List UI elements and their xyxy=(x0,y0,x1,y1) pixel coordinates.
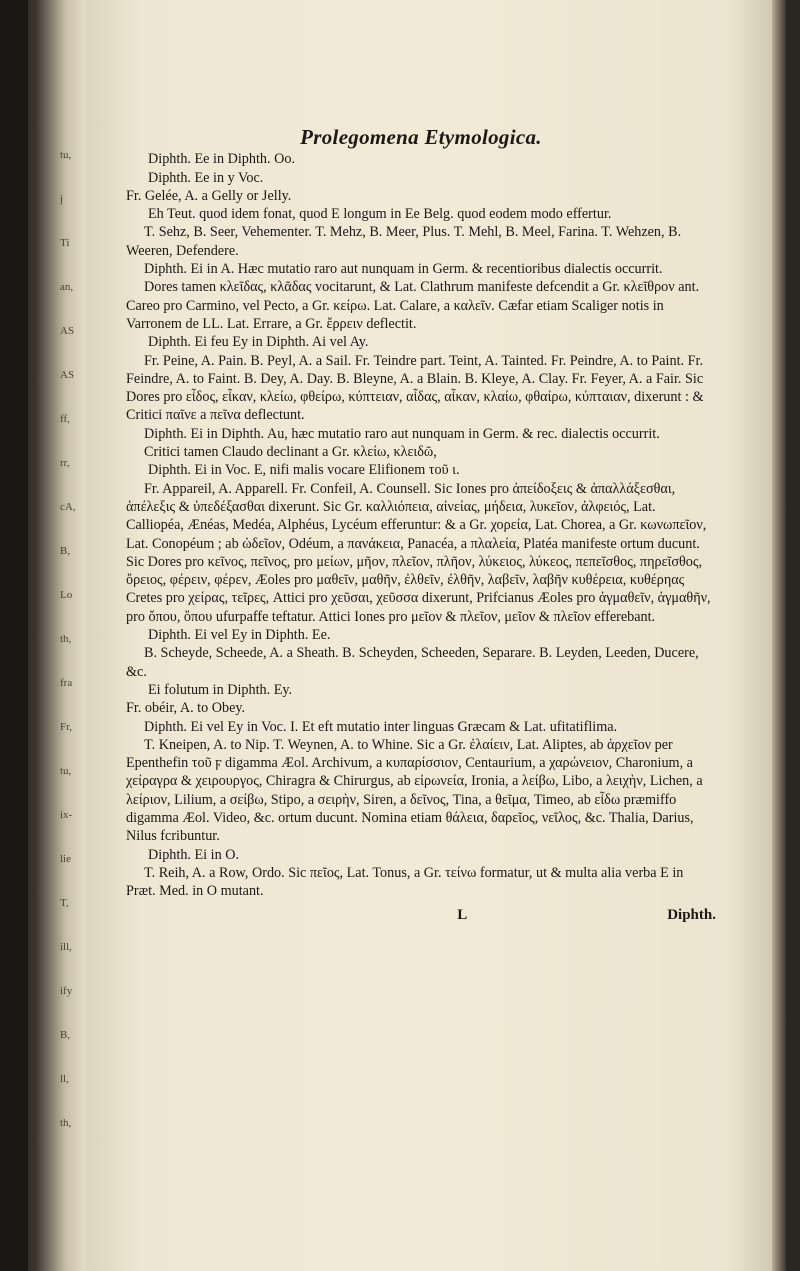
page-footer xyxy=(126,906,716,924)
margin-fragment: B, xyxy=(60,545,71,557)
text-line: T. Kneipen, A. to Nip. T. Weynen, A. to Whine. Sic a Gr. ἐλαίειν, Lat. Aliptes, ab ἀρχεῖον per Epenthefin τοῦ ϝ digamma Æol. Archivum, a κυπαρίσσιον, Centaurium, a χαρώνειον, Charonium, a χείραγρα & χειρουργος, Chiragra & Chirurgus, ab εἰρωνεία, Ironia, a λείβω, Libo, a λειχὴν, Lichen, a λείριον, Lilium, a σείβω, Stipo, a σειρὴν, Siren, a δεῖνος, Tina, a θεῖμα, Timeo, ab εἶδω præmiffo digamma Æol. Video, &c. ortum ducunt. Nomina etiam θάλεια, δαρεῖος, νεῖλος, &c. Thalia, Darius, Nilus fcribuntur. xyxy=(126,736,703,845)
margin-fragment: fra xyxy=(60,677,73,689)
margin-fragment: j xyxy=(60,193,64,205)
text-line: B. Scheyde, Scheede, A. a Sheath. B. Scheyden, Scheeden, Separare. B. Leyden, Leeden, Ducere, &c. xyxy=(126,645,699,680)
signature-mark: L xyxy=(457,907,468,924)
text-line: T. Sehz, B. Seer, Vehementer. T. Mehz, B. Meer, Plus. T. Mehl, B. Meel, Farina. T. Wehzen, B. Weeren, Defendere. xyxy=(126,224,682,259)
heading-line: Ei folutum in Diphth. Ey. xyxy=(148,681,293,698)
margin-fragment: ll, xyxy=(60,1073,69,1085)
margin-fragment: th, xyxy=(60,1117,72,1129)
text-line: Eh Teut. quod idem fonat, quod E longum in Ee Belg. quod eodem modo effertur. xyxy=(148,206,612,223)
heading-line: Diphth. Ei feu Ey in Diphth. Ai vel Ay. xyxy=(148,334,369,351)
heading-line: Diphth. Ei vel Ey in Diphth. Ee. xyxy=(148,627,331,644)
margin-fragment: an, xyxy=(60,281,74,293)
margin-fragment: tu, xyxy=(60,149,72,161)
margin-fragment: Fr, xyxy=(60,721,73,733)
text-line: Fr. Peine, A. Pain. B. Peyl, A. a Sail. Fr. Teindre part. Teint, A. Tainted. Fr. Peindre, A. to Paint. Fr. Feindre, A. to Faint. B. Dey, A. Day. B. Bleyne, A. a Blain. B. Kleye, A. Clay. Fr. Feyer, A. a Fair. Sic Dores pro εἶδος, εἶκαν, κλείω, φθείρω, κύπτειαν, αἶδας, αἶκαν, κλαίω, φθαίρω, κύπταιαν, dixerunt : & Critici παῖνε a πεῖνα deflectunt. xyxy=(126,352,704,424)
heading-line: Diphth. Ei vel Ey in Voc. I. Et eft mutatio inter linguas Græcam & Lat. ufitatiflima. xyxy=(144,718,618,735)
heading-line: Diphth. Ei in Diphth. Au, hæc mutatio raro aut nunquam in Germ. & rec. dialectis occurrit. xyxy=(144,425,660,442)
margin-fragment: th, xyxy=(60,633,72,645)
book-page xyxy=(86,0,786,1271)
page-right-edge xyxy=(772,0,786,1271)
heading-line: Diphth. Ee in Diphth. Oo. xyxy=(148,151,295,168)
margin-fragment: ill, xyxy=(60,941,72,953)
margin-fragment: rr, xyxy=(60,457,70,469)
margin-fragment: AS xyxy=(60,325,75,337)
heading-line: Diphth. Ei in O. xyxy=(148,846,240,863)
text-line: Critici tamen Claudo declinant a Gr. κλείω, κλειδῶ, xyxy=(144,444,437,461)
margin-fragment: B, xyxy=(60,1029,71,1041)
heading-line: Diphth. Ei in A. Hæc mutatio raro aut nunquam in Germ. & recentioribus dialectis occurrit. xyxy=(144,261,663,278)
text-line: Fr. Appareil, A. Apparell. Fr. Confeil, A. Counsell. Sic Iones pro ἀπείδοξεις & ἀπαλλάξεσθαι, ἀπέλεξις & ὑπεδέξασθαι dixerunt. Sic Gr. καλλιόπεια, αἰνείας, μήδεια, λυκεῖον, ἀλφειός, Lat. Calliopéa, Ænéas, Medéa, Alphéus, Lycéum efferuntur: & a Gr. χορεία, Lat. Chorea, a Gr. κωνωπεῖον, Lat. Conopéum ; ab ὠδεῖον, Odéum, a πανάκεια, Panacéa, a πλαλεία, Platéa manifeste ortum ducunt. Sic Dores pro κεῖνος, πεῖνος, pro μείων, μῆον, πλεῖον, πλῆον, λύκειος, λύκεος, πεπεῖσθος, πηρεῖσθος, ὄρειος, φέρειν, φέρεν, Æoles pro μαθεῖν, μαθῆν, ἐλθεῖν, ἐλθῆν, λαβεῖν, λαβῆν κυθέρεια, κυθέρηας Cretes pro χείρας, τεῖρες, Attici pro χεῦσαι, χεῦσσα dixerunt, Prifcianus Æoles pro ἀγμαθεῖν, ἀγμαθῆν, pro ὄπου, ὅπου ufurpaffe teftatur. Attici Iones pro μεῖον & πλεῖον, μεῖον & πλεῖον efferebant. xyxy=(126,480,711,625)
margin-fragment: T, xyxy=(60,897,69,909)
margin-fragment: ify xyxy=(60,985,73,997)
book-binding-edge xyxy=(0,0,28,1271)
margin-fragment: tu, xyxy=(60,765,72,777)
margin-fragment: cA, xyxy=(60,501,76,513)
text-line: Dores tamen κλεῖδας, κλᾶδας vocitarunt, & Lat. Clathrum manifeste defcendit a Gr. κλεῖθρον ant. Careo pro Carmino, vel Pecto, a Gr. κείρω. Lat. Calare, a καλεῖν. Cæfar etiam Scaliger notis in Varronem de LL. Lat. Errare, a Gr. ἔρρειν deflectit. xyxy=(126,279,700,332)
running-header: Prolegomena Etymologica. xyxy=(300,125,542,149)
text-line: Fr. Gelée, A. a Gelly or Jelly. xyxy=(126,187,292,204)
text-line: T. Reih, A. a Row, Ordo. Sic πεῖος, Lat. Tonus, a Gr. τείνω formatur, ut & multa alia verba E in Præt. Med. in O mutant. xyxy=(126,864,684,900)
margin-fragment: ix- xyxy=(60,809,73,821)
text-line: Fr. obéir, A. to Obey. xyxy=(126,700,246,717)
heading-line: Diphth. Ee in y Voc. xyxy=(148,169,264,186)
margin-fragment: Lo xyxy=(60,589,73,601)
margin-fragment: Ti xyxy=(60,237,70,249)
margin-fragment: lie xyxy=(60,853,71,865)
margin-fragment: AS xyxy=(60,369,75,381)
margin-fragment: ff, xyxy=(60,413,70,425)
page-content xyxy=(126,125,716,925)
heading-line: Diphth. Ei in Voc. E, nifi malis vocare Elifionem τοῦ ι. xyxy=(148,462,460,479)
catchword: Diphth. xyxy=(667,907,716,924)
